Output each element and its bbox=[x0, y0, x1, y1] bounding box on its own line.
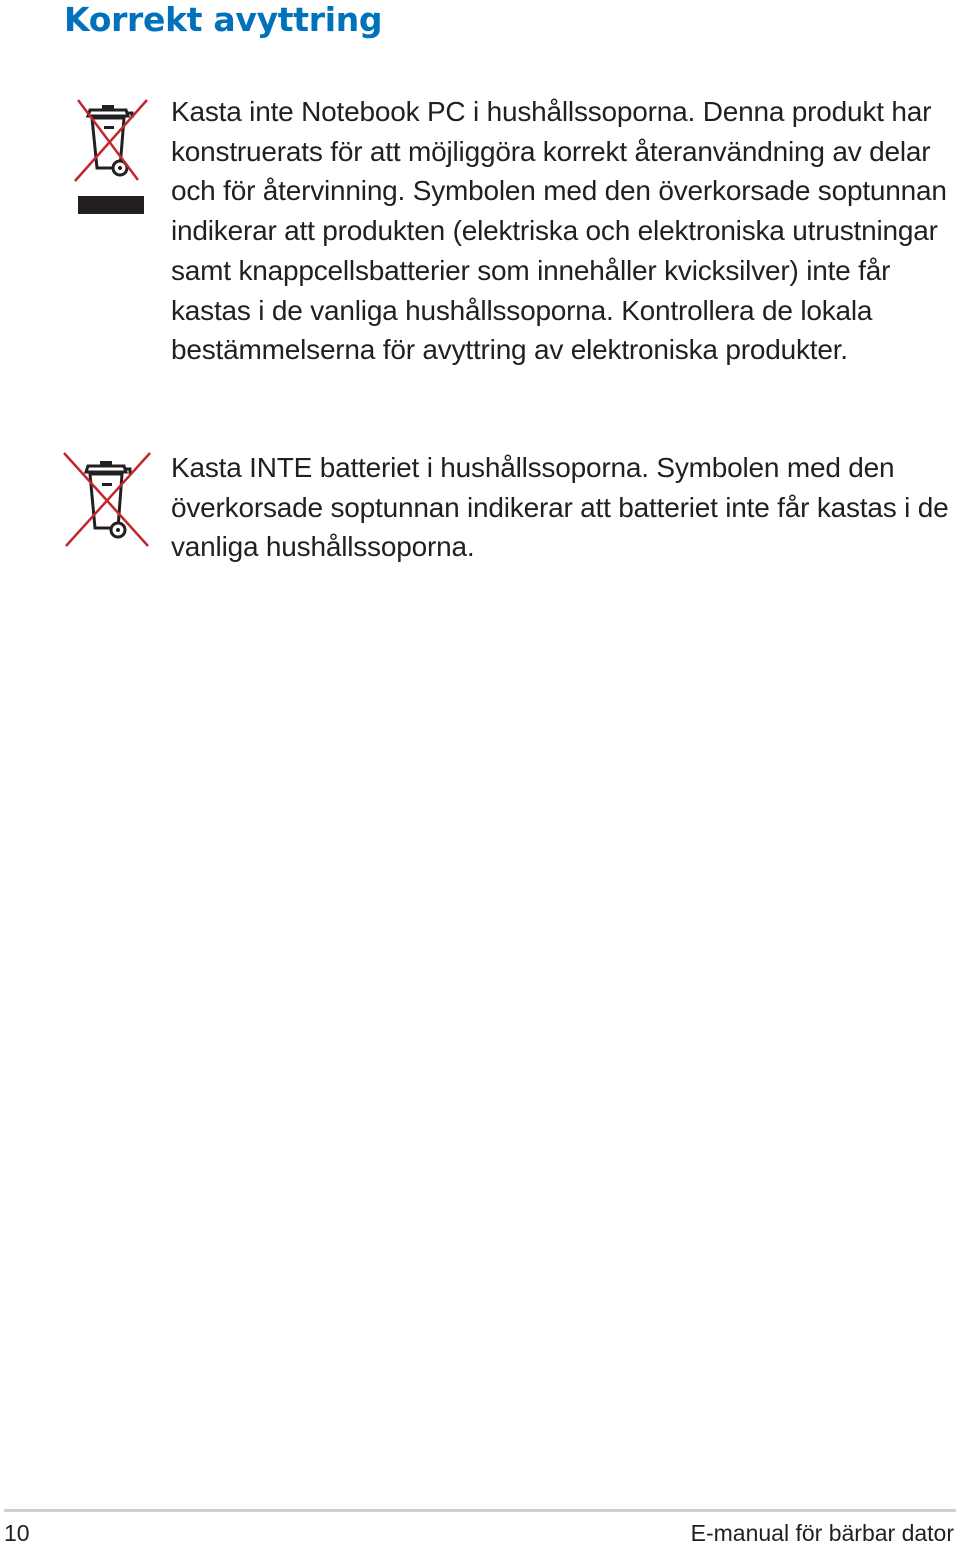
disposal-text-product: Kasta inte Notebook PC i hushållssoporna. Denna produkt har konstruerats för att möjliggöra korrekt återanvändning av delar och för återvinning. Symbolen med den överkorsade soptunnan indikerar att produkten (elektriska och elektroniska utrustningar samt knappcellsbatterier som innehåller kvicksilver) inte får kastas i de vanliga hushållssoporna. Kontrollera de lokala bestämmelserna för avyttring av elektroniska produkter. bbox=[171, 96, 947, 366]
crossed-out-wheelie-bin-with-bar-icon bbox=[70, 96, 154, 220]
page-title: Korrekt avyttring bbox=[64, 0, 383, 39]
crossed-out-wheelie-bin-icon bbox=[60, 448, 156, 552]
page-number: 10 bbox=[4, 1520, 30, 1546]
footer-divider bbox=[4, 1509, 956, 1512]
disposal-text-battery: Kasta INTE batteriet i hushållssoporna. Symbolen med den överkorsade soptunnan indikerar att batteriet inte får kastas i de vanliga hushållssoporna. bbox=[171, 452, 949, 563]
document-title: E-manual för bärbar dator bbox=[690, 1520, 954, 1546]
